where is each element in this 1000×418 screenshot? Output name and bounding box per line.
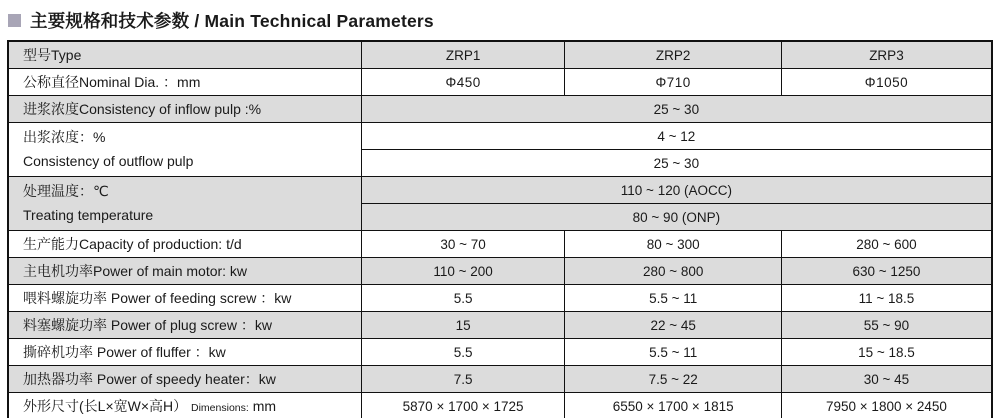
dimensions-zrp3: 7950 × 1800 × 2450 [781, 393, 992, 418]
table-row-feeding-screw-power [8, 285, 992, 312]
page-title [30, 8, 434, 33]
dimensions-label-unit: mm [252, 398, 277, 414]
table-row-inflow-consistency [8, 96, 992, 123]
title-bullet-square [8, 14, 21, 27]
capacity-zrp2: 80 ~ 300 [565, 231, 781, 258]
row-label-model-type: 型号Type [8, 41, 361, 69]
table-row-outflow-consistency-1 [8, 123, 992, 150]
plug-screw-power-zrp1: 15 [361, 312, 565, 339]
table-row-heater-power [8, 366, 992, 393]
page-title-cn: 主要规格和技术参数 [30, 10, 190, 31]
table-row-fluffer-power [8, 339, 992, 366]
table-row-treating-temperature-1 [8, 177, 992, 204]
row-label-inflow-consistency: 进浆浓度Consistency of inflow pulp :% [8, 96, 361, 123]
row-label-main-motor-power: 主电机功率Power of main motor: kw [8, 258, 361, 285]
page-title-separator: / [194, 10, 200, 31]
capacity-zrp3: 280 ~ 600 [781, 231, 992, 258]
table-row-nominal-dia [8, 69, 992, 96]
feeding-screw-power-zrp3: 11 ~ 18.5 [781, 285, 992, 312]
section-title-bar [0, 0, 1000, 34]
fluffer-power-zrp3: 15 ~ 18.5 [781, 339, 992, 366]
treating-temperature-label-cn: 处理温度：℃ [23, 183, 109, 200]
dimensions-zrp2: 6550 × 1700 × 1815 [565, 393, 781, 418]
plug-screw-power-zrp2: 22 ~ 45 [565, 312, 781, 339]
main-motor-power-zrp1: 110 ~ 200 [361, 258, 565, 285]
treating-temperature-value-aocc: 110 ~ 120 (AOCC) [361, 177, 992, 204]
page-title-en: Main Technical Parameters [204, 10, 434, 31]
feeding-screw-power-zrp2: 5.5 ~ 11 [565, 285, 781, 312]
treating-temperature-value-onp: 80 ~ 90 (ONP) [361, 204, 992, 231]
table-row-capacity [8, 231, 992, 258]
heater-power-zrp1: 7.5 [361, 366, 565, 393]
table-row-main-motor-power [8, 258, 992, 285]
outflow-consistency-value-2: 25 ~ 30 [361, 150, 992, 177]
outflow-consistency-label-cn: 出浆浓度：% [23, 129, 106, 146]
table-row-dimensions [8, 393, 992, 418]
nominal-dia-zrp3: Φ1050 [781, 69, 992, 96]
plug-screw-power-zrp3: 55 ~ 90 [781, 312, 992, 339]
dimensions-label-cn: 外形尺寸(长L×宽W×高H） [23, 398, 188, 414]
row-label-fluffer-power: 撕碎机功率 Power of fluffer ：kw [8, 339, 361, 366]
model-zrp3: ZRP3 [781, 41, 992, 69]
nominal-dia-zrp1: Φ450 [361, 69, 565, 96]
table-row-model-type [8, 41, 992, 69]
outflow-consistency-value-1: 4 ~ 12 [361, 123, 992, 150]
dimensions-label-en: Dimensions: [191, 402, 249, 414]
row-label-feeding-screw-power: 喂料螺旋功率 Power of feeding screw ：kw [8, 285, 361, 312]
row-label-treating-temperature [8, 177, 361, 231]
dimensions-zrp1: 5870 × 1700 × 1725 [361, 393, 565, 418]
main-motor-power-zrp2: 280 ~ 800 [565, 258, 781, 285]
row-label-nominal-dia: 公称直径Nominal Dia. ：mm [8, 69, 361, 96]
fluffer-power-zrp1: 5.5 [361, 339, 565, 366]
inflow-consistency-value: 25 ~ 30 [361, 96, 992, 123]
model-zrp2: ZRP2 [565, 41, 781, 69]
main-motor-power-zrp3: 630 ~ 1250 [781, 258, 992, 285]
row-label-capacity: 生产能力Capacity of production: t/d [8, 231, 361, 258]
row-label-dimensions [8, 393, 361, 418]
feeding-screw-power-zrp1: 5.5 [361, 285, 565, 312]
fluffer-power-zrp2: 5.5 ~ 11 [565, 339, 781, 366]
nominal-dia-zrp2: Φ710 [565, 69, 781, 96]
capacity-zrp1: 30 ~ 70 [361, 231, 565, 258]
treating-temperature-label-en: Treating temperature [23, 206, 154, 223]
row-label-outflow-consistency [8, 123, 361, 177]
heater-power-zrp3: 30 ~ 45 [781, 366, 992, 393]
row-label-heater-power: 加热器功率 Power of speedy heater：kw [8, 366, 361, 393]
heater-power-zrp2: 7.5 ~ 22 [565, 366, 781, 393]
outflow-consistency-label-en: Consistency of outflow pulp [23, 152, 194, 169]
parameters-table [7, 40, 993, 418]
row-label-plug-screw-power: 料塞螺旋功率 Power of plug screw ：kw [8, 312, 361, 339]
table-row-plug-screw-power [8, 312, 992, 339]
model-zrp1: ZRP1 [361, 41, 565, 69]
